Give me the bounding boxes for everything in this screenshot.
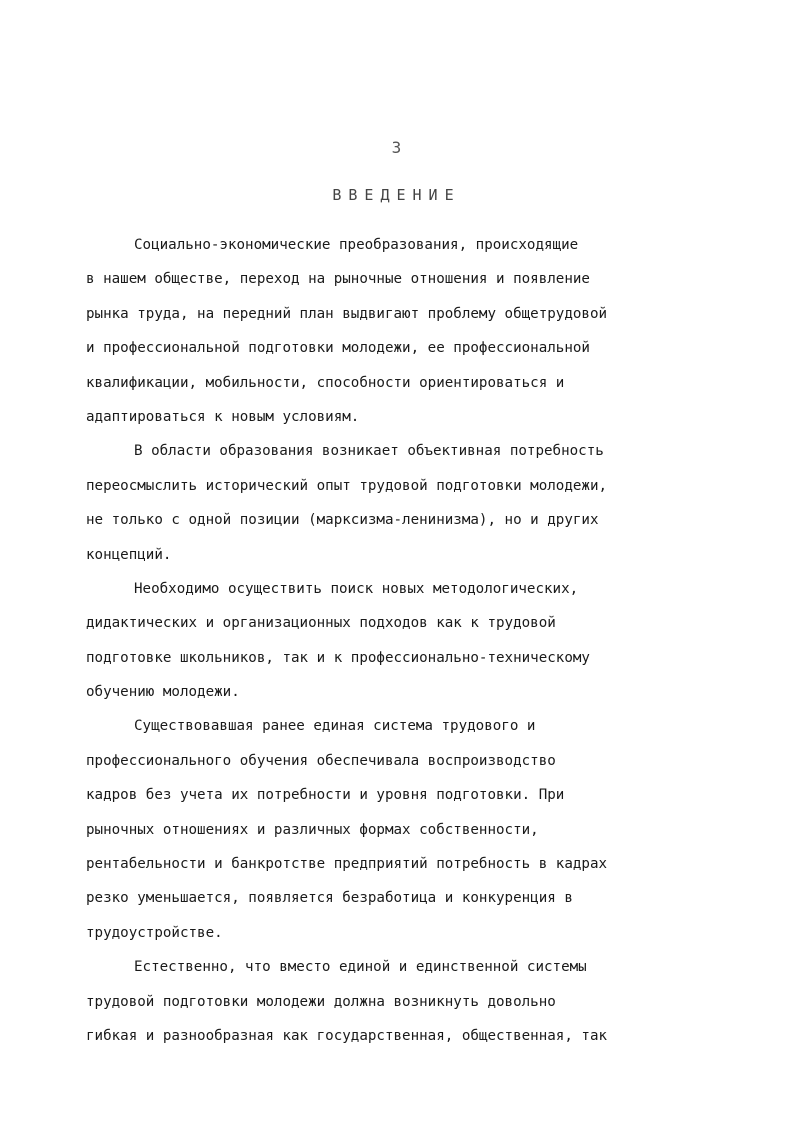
page-number: 3	[391, 138, 402, 157]
text-line: Существовавшая ранее единая система трудового и	[134, 718, 536, 735]
text-line: гибкая и разнообразная как государственная, общественная, так	[86, 1027, 608, 1044]
text-line: рынка труда, на передний план выдвигают проблему общетрудовой	[86, 305, 608, 322]
paragraph-3	[86, 572, 706, 710]
text-line: трудовой подготовки молодежи должна возникнуть довольно	[86, 993, 556, 1010]
paragraph-2	[86, 434, 706, 572]
text-line: дидактических и организационных подходов как к трудовой	[86, 615, 556, 632]
text-line: не только с одной позиции (марксизма-ленинизма), но и других	[86, 512, 599, 529]
text-line: адаптироваться к новым условиям.	[86, 408, 360, 425]
text-line: резко уменьшается, появляется безработица и конкуренция в	[86, 890, 573, 907]
section-heading: ВВЕДЕНИЕ	[332, 186, 461, 204]
paragraph-1	[86, 228, 706, 434]
paragraph-4	[86, 709, 706, 950]
text-line: Необходимо осуществить поиск новых методологических,	[134, 580, 579, 597]
paragraph-5	[86, 950, 706, 1053]
document-body	[86, 228, 706, 1053]
text-line: концепций.	[86, 546, 172, 563]
text-line: Естественно, что вместо единой и единственной системы	[134, 959, 587, 976]
text-line: рентабельности и банкротстве предприятий потребность в кадрах	[86, 856, 608, 873]
text-line: подготовке школьников, так и к профессионально-техническому	[86, 649, 590, 666]
text-line: кадров без учета их потребности и уровня подготовки. При	[86, 787, 565, 804]
text-line: в нашем обществе, переход на рыночные отношения и появление	[86, 271, 590, 288]
text-line: обучению молодежи.	[86, 684, 240, 701]
text-line: переосмыслить исторический опыт трудовой подготовки молодежи,	[86, 477, 608, 494]
text-line: профессионального обучения обеспечивала воспроизводство	[86, 752, 556, 769]
text-line: В области образования возникает объективная потребность	[134, 443, 604, 460]
text-line: и профессиональной подготовки молодежи, ее профессиональной	[86, 340, 590, 357]
text-line: трудоустройстве.	[86, 924, 223, 941]
text-line: квалификации, мобильности, способности ориентироваться и	[86, 374, 565, 391]
text-line: Социально-экономические преобразования, происходящие	[134, 237, 579, 253]
text-line: рыночных отношениях и различных формах собственности,	[86, 821, 539, 838]
